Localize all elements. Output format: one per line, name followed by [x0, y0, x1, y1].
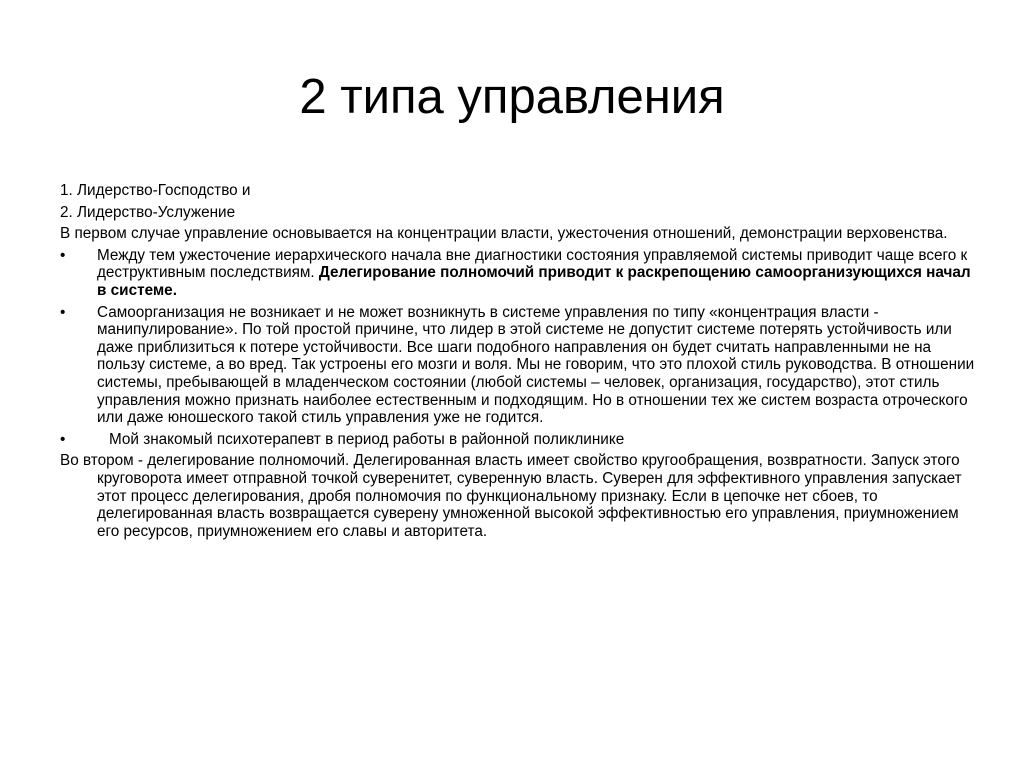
- bullet-paragraph-psychotherapist: [60, 431, 975, 449]
- bullet-paragraph-hierarchy: [60, 247, 975, 300]
- slide-body: [60, 182, 975, 544]
- bullet-bold-text: Делегирование полномочий приводит к раскрепощению самоорганизующихся начал в системе.: [97, 264, 971, 299]
- bullet-icon: [60, 431, 70, 449]
- bullet-text: Мой знакомый психотерапевт в период работы в районной поликлинике: [109, 430, 625, 448]
- list-item-1: 1. Лидерство-Господство и: [60, 182, 251, 199]
- list-item-2: 2. Лидерство-Услужение: [60, 203, 236, 221]
- slide-title: 2 типа управления: [299, 70, 725, 124]
- bullet-icon: [60, 247, 70, 265]
- bullet-text: Между тем ужесточение иерархического начала вне диагностики состояния управляемой системы приводит чаще всего к деструктивным последствиям.: [97, 246, 968, 282]
- bullet-text: Самоорганизация не возникает и не может возникнуть в системе управления по типу «концентрация власти - манипулирование». По той простой причине, что лидер в этой системе не допустит системе потерять устойчивость или даже приблизиться к потере устойчивости. Все шаги подобного направления он будет считать направленными не на пользу системе, а во вред. Так устроены его мозги и воля. Мы не говорим, что это плохой стиль руководства. В отношении системы, пребывающей в младенческом состоянии (любой системы – человек, организация, государство), этот стиль управления можно признать наиболее естественным и подходящим. Но в отношении тех же систем возраста отроческого или даже юношеского такой стиль управления уже не годится.: [97, 303, 975, 427]
- paragraph-second-case: Во втором - делегирование полномочий. Делегированная власть имеет свойство кругообращения, возвратности. Запуск этого круговорота имеет отправной точкой суверенитет, суверенную власть. Суверен для эффективного управления запускает этот процесс делегирования, дробя полномочия по функциональному признаку. Если в цепочке нет сбоев, то делегированная власть возвращается суверену умноженной высокой эффективностью его управления, приумножением его ресурсов, приумножением его славы и авторитета.: [60, 452, 962, 540]
- bullet-paragraph-self-organization: [60, 304, 975, 427]
- bullet-icon: [60, 304, 70, 322]
- paragraph-first-case: В первом случае управление основывается на концентрации власти, ужесточения отношений, демонстрации верховенства.: [60, 225, 948, 243]
